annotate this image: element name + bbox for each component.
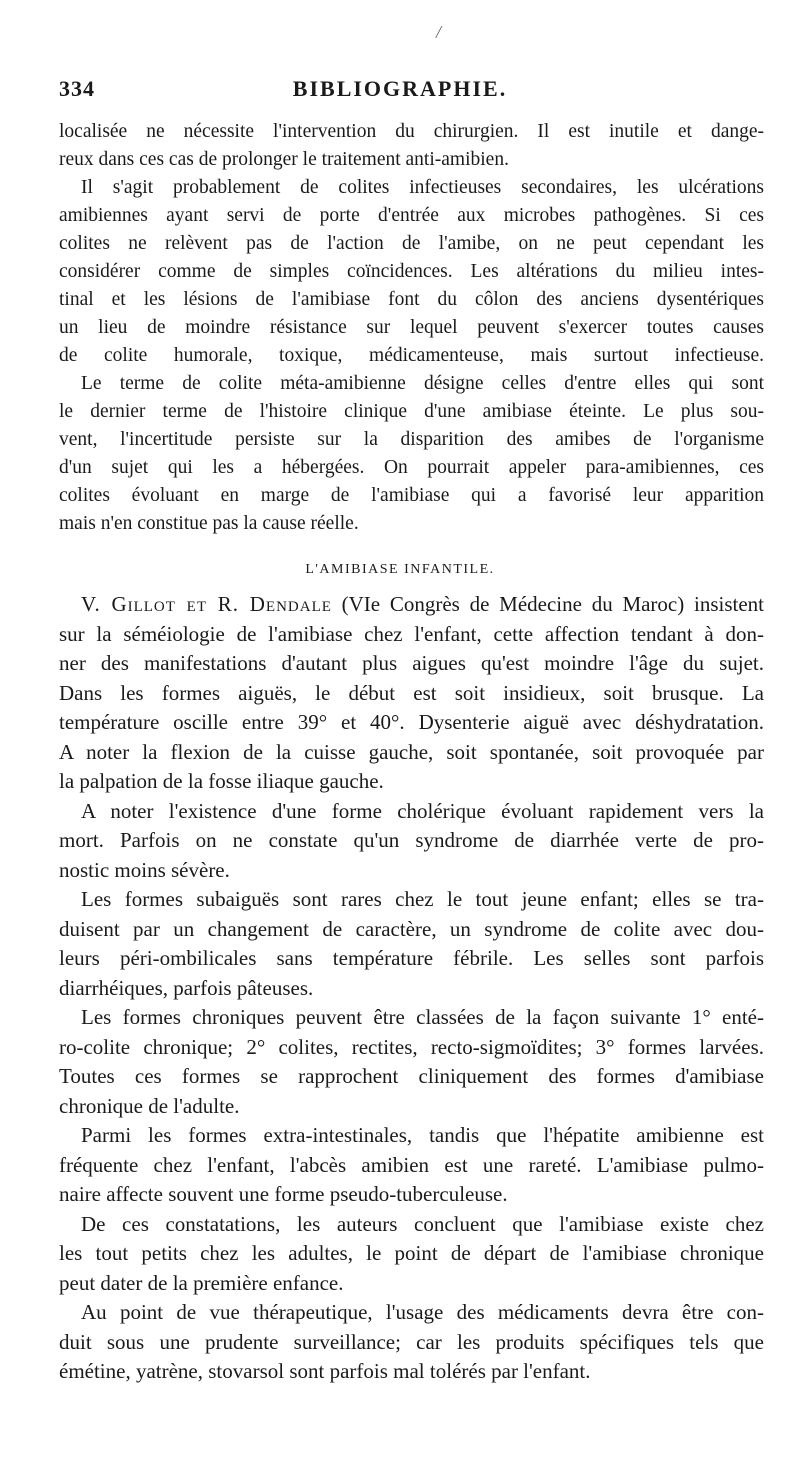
text-line: mort. Parfois on ne constate qu'un syndrome de diarrhée verte de pro- (59, 828, 764, 852)
stray-mark: / (436, 22, 442, 42)
text-line: Il s'agit probablement de colites infectieuses secondaires, les ulcérations (81, 177, 764, 198)
text-line: diarrhéiques, parfois pâteuses. (59, 975, 314, 1000)
text-line: le dernier terme de l'histoire clinique d'une amibiase éteinte. Le plus sou- (59, 401, 764, 422)
text-line: colites ne relèvent pas de l'action de l'amibe, on ne peut cependant les (59, 233, 764, 254)
text-line: émétine, yatrène, stovarsol sont parfois mal tolérés par l'enfant. (59, 1359, 591, 1383)
text-line: de colite humorale, toxique, médicamenteuse, mais surtout infectieuse. (59, 345, 764, 366)
text-line: Au point de vue thérapeutique, l'usage des médicaments devra être con- (81, 1300, 764, 1324)
text-line: De ces constatations, les auteurs concluent que l'amibiase existe chez (81, 1211, 764, 1236)
text-line: fréquente chez l'enfant, l'abcès amibien est une rareté. L'amibiase pulmo- (59, 1152, 764, 1177)
running-title: BIBLIOGRAPHIE. (292, 76, 508, 101)
text-line: Parmi les formes extra-intestinales, tandis que l'hépatite amibienne est (81, 1123, 764, 1147)
paragraph-block-colites (59, 118, 764, 538)
text-line: un lieu de moindre résistance sur lequel peuvent s'exercer toutes causes (59, 317, 764, 338)
text-line: Le terme de colite méta-amibienne désigne celles d'entre elles qui sont (81, 373, 764, 394)
text-line: naire affecte souvent une forme pseudo-tuberculeuse. (59, 1182, 508, 1206)
authors: V. Gillot et R. Dendale (81, 592, 332, 616)
text-line: chronique de l'adulte. (59, 1093, 240, 1118)
text-line: colites évoluant en marge de l'amibiase qui a favorisé leur apparition (59, 485, 764, 506)
text-line: A noter la flexion de la cuisse gauche, soit spontanée, soit provoquée par (59, 739, 764, 764)
text-line: Les formes chroniques peuvent être classées de la façon suivante 1° enté- (81, 1005, 764, 1029)
paragraph-block-amibiase-infantile (59, 590, 764, 1387)
text-line: les tout petits chez les adultes, le point de départ de l'amibiase chronique (59, 1241, 764, 1265)
text-line: mais n'en constitue pas la cause réelle. (59, 513, 359, 534)
text-line: sur la séméiologie de l'amibiase chez l'enfant, cette affection tendant à don- (59, 621, 764, 646)
text-line: duisent par un changement de caractère, un syndrome de colite avec dou- (59, 916, 764, 941)
text-line: Dans les formes aiguës, le début est soit insidieux, soit brusque. La (59, 680, 764, 705)
text-line: localisée ne nécessite l'intervention du chirurgien. Il est inutile et dange- (59, 121, 764, 142)
text-line: nostic moins sévère. (59, 857, 230, 882)
text-line: vent, l'incertitude persiste sur la disparition des amibes de l'organisme (59, 429, 764, 450)
section-heading: L'AMIBIASE INFANTILE. (305, 562, 495, 577)
text-line: température oscille entre 39° et 40°. Dysenterie aiguë avec déshydratation. (59, 710, 764, 734)
text-line: ro-colite chronique; 2° colites, rectites, recto-sigmoïdites; 3° formes larvées. (59, 1034, 764, 1059)
text-line: peut dater de la première enfance. (59, 1270, 344, 1295)
text-line: considérer comme de simples coïncidences. Les altérations du milieu intes- (59, 261, 764, 282)
text-line: Toutes ces formes se rapprochent cliniquement des formes d'amibiase (59, 1064, 764, 1088)
text-line: A noter l'existence d'une forme cholérique évoluant rapidement vers la (81, 798, 764, 823)
text-line: d'un sujet qui les a hébergées. On pourrait appeler para-amibiennes, ces (59, 457, 764, 478)
text-line-first (59, 590, 764, 620)
page-number: 334 (59, 76, 95, 101)
text-line: reux dans ces cas de prolonger le traitement anti-amibien. (59, 149, 509, 170)
text-line: tinal et les lésions de l'amibiase font du côlon des anciens dysentériques (59, 289, 764, 310)
text-line: ner des manifestations d'autant plus aigues qu'est moindre l'âge du sujet. (59, 651, 764, 675)
text-line: amibiennes ayant servi de porte d'entrée aux microbes pathogènes. Si ces (59, 205, 764, 226)
text-line: leurs péri-ombilicales sans température fébrile. Les selles sont parfois (59, 946, 764, 970)
text-line: la palpation de la fosse iliaque gauche. (59, 769, 384, 793)
citation-text: (VIe Congrès de Médecine du Maroc) insistent (331, 592, 764, 616)
text-line: Les formes subaiguës sont rares chez le tout jeune enfant; elles se tra- (81, 887, 764, 911)
text-line: duit sous une prudente surveillance; car les produits spécifiques tels que (59, 1329, 764, 1354)
